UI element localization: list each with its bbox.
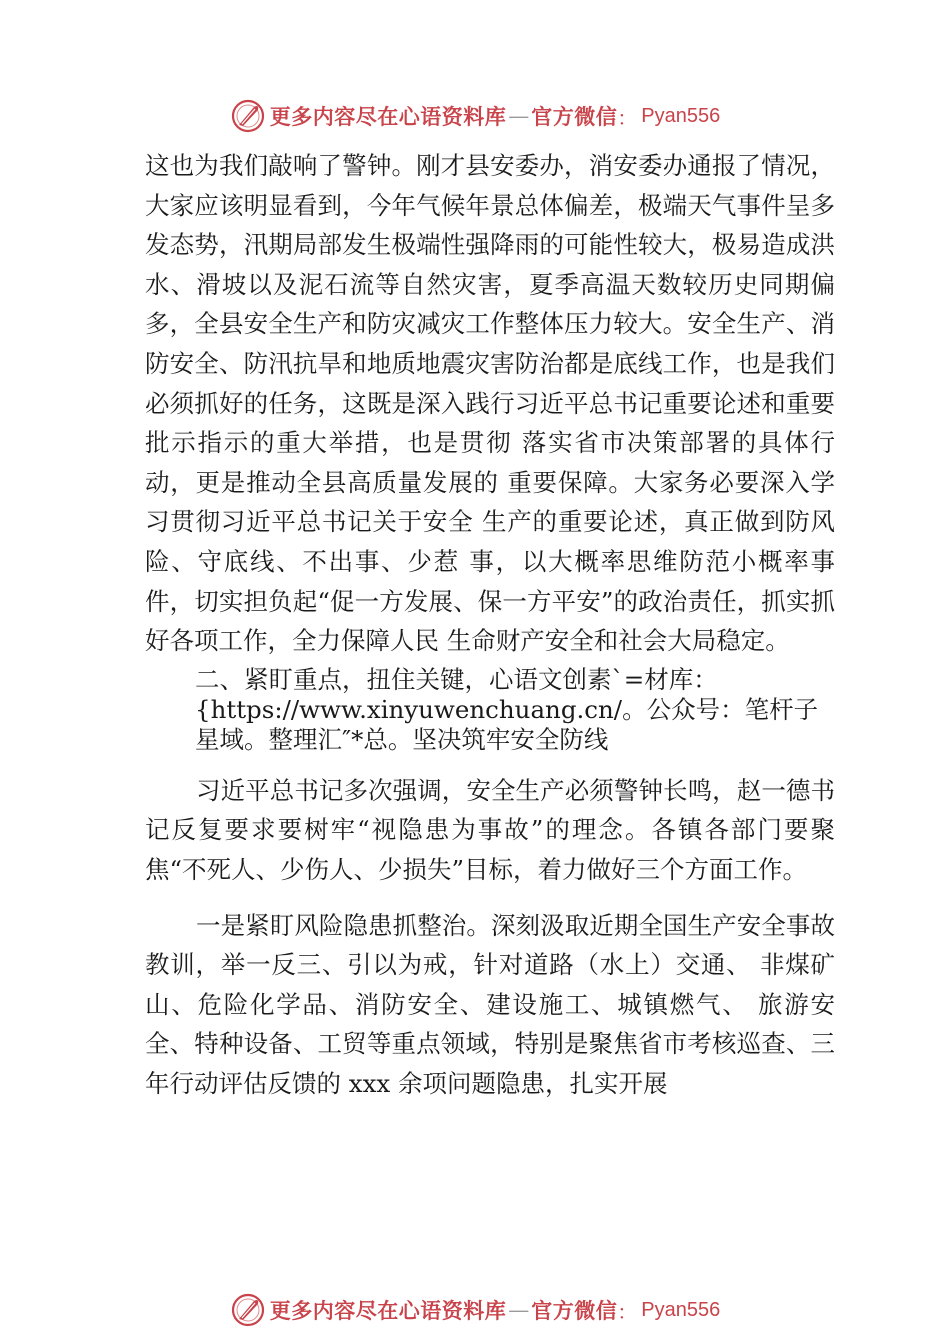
paragraph-risk-rectification: 一是紧盯风险隐患抓整治。深刻汲取近期全国生产安全事故教训，举一反三、引以为戒，针对道路（水上）交通、 非煤矿山、危险化学品、消防安全、建设施工、城镇燃气、 旅游安全、特种设备、工贸等重点领域，特别是聚焦省市考核巡查、三年行动评估反馈的 xxx 余项问题隐患，扎实开展 — [145, 910, 835, 1098]
quill-seal-logo-icon — [230, 1292, 266, 1328]
brand-separator: — — [508, 104, 530, 128]
wechat-colon: ： — [617, 1299, 638, 1324]
wechat-id: Pyan556 — [641, 104, 721, 127]
brand-text: 更多内容尽在心语资料库 — [269, 104, 507, 129]
wechat-label: 官方微信 — [531, 104, 618, 129]
section-heading-2: 二、紧盯重点，扭住关键，心语文创素`=材库：{https://www.xinyuwenchuang.cn/。公众号：笔杆子星域。整理汇″*总。坚决筑牢安全防线 — [195, 664, 819, 754]
paragraph-warning: 这也为我们敲响了警钟。刚才县安委办，消安委办通报了情况，大家应该明显看到，今年气候年景总体偏差，极端天气事件呈多发态势，汛期局部发生极端性强降雨的可能性较大，极易造成洪水、滑坡以及泥石流等自然灾害，夏季高温天数较历史同期偏多，全县安全生产和防灾减灾工作整体压力较大。安全生产、消防安全、防汛抗旱和地质地震灾害防治都是底线工作，也是我们必须抓好的任务，这既是深入践行习近平总书记重要论述和重要批示指示的重大举措，也是贯彻 落实省市决策部署的具体行动，更是推动全县高质量发展的 重要保障。大家务必要深入学习贯彻习近平总书记关于安全 生产的重要论述，真正做到防风险、守底线、不出事、少惹 事，以大概率思维防范小概率事件，切实担负起“促一方发展、保一方平安”的政治责任，抓实抓好各项工作，全力保障人民 生命财产安全和社会大局稳定。 — [145, 151, 835, 656]
wechat-id: Pyan556 — [641, 1298, 721, 1321]
document-body — [145, 146, 835, 1103]
footer-banner — [0, 1290, 950, 1330]
wechat-colon: ： — [617, 105, 638, 130]
brand-separator: — — [508, 1298, 530, 1322]
paragraph-emphasis: 习近平总书记多次强调，安全生产必须警钟长鸣，赵一德书记反复要求要树牢“视隐患为事故”的理念。各镇各部门要聚焦“不死人、少伤人、少损失”目标，着力做好三个方面工作。 — [145, 775, 835, 884]
quill-seal-logo-icon — [230, 98, 266, 134]
brand-text: 更多内容尽在心语资料库 — [269, 1298, 507, 1323]
header-banner — [0, 96, 950, 136]
wechat-label: 官方微信 — [531, 1298, 618, 1323]
